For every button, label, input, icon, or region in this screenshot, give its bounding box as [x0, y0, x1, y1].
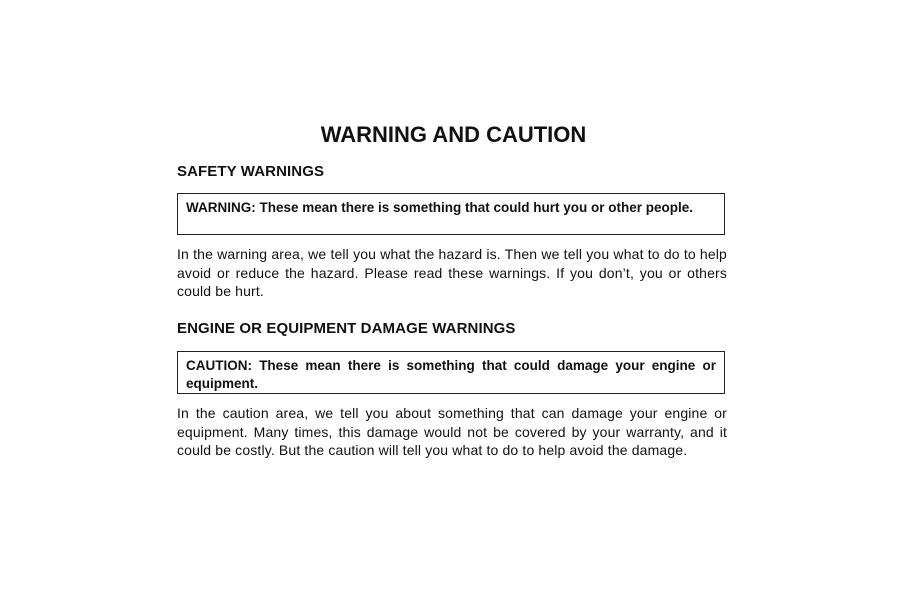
- warning-paragraph: In the warning area, we tell you what the hazard is. Then we tell you what to do to help avoid or reduce the hazard. Please read these warnings. If you don’t, you or others could be hurt.: [177, 246, 727, 299]
- caution-paragraph: In the caution area, we tell you about something that can damage your engine or equipment. Many times, this damage would not be covered by your warranty, and it could be costly. But the caution will tell you what to do to help avoid the damage.: [177, 405, 727, 458]
- caution-box: CAUTION: These mean there is something that could damage your engine or equipment.: [177, 351, 725, 394]
- warning-box: WARNING: These mean there is something that could hurt you or other people.: [177, 193, 725, 235]
- section-heading-safety-warnings: SAFETY WARNINGS: [177, 163, 325, 180]
- section-heading-engine-damage-warnings: ENGINE OR EQUIPMENT DAMAGE WARNINGS: [177, 320, 516, 337]
- page-title: WARNING AND CAUTION: [320, 122, 587, 147]
